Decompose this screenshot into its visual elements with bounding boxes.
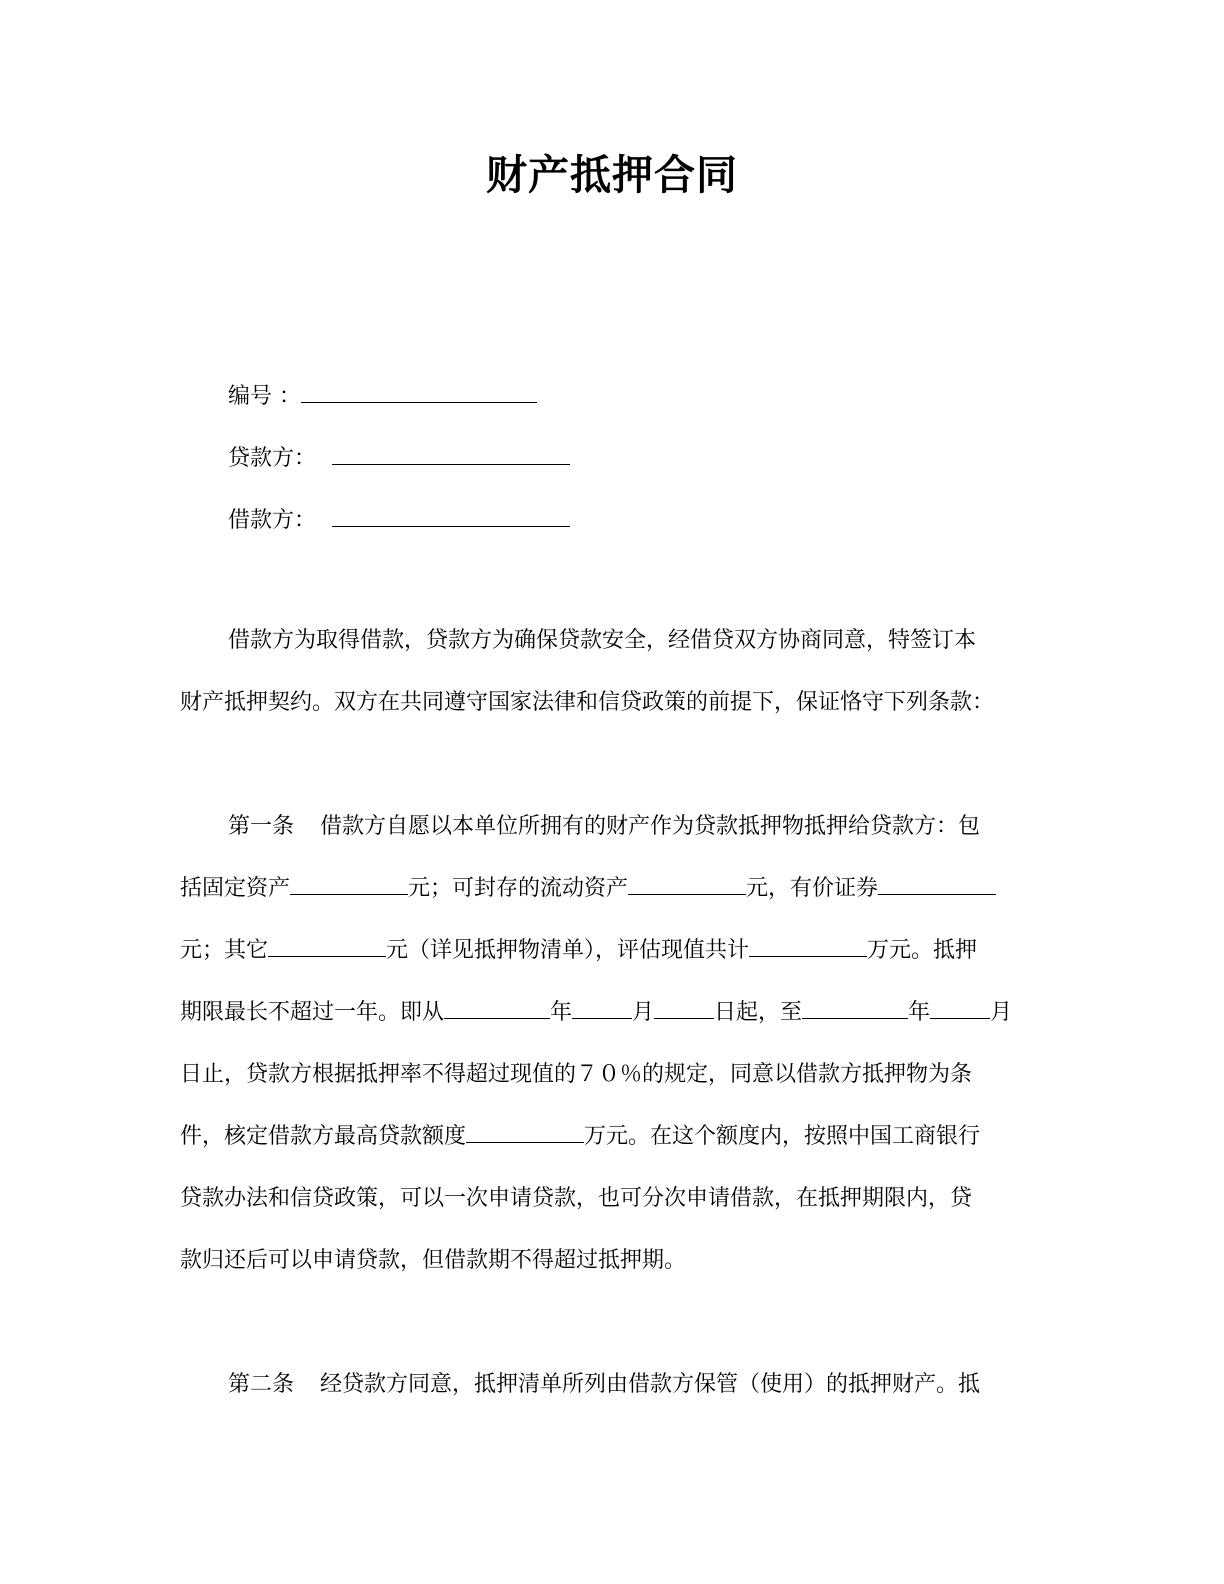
current-assets-blank	[628, 872, 746, 895]
article-1-text: 款归还后可以申请贷款，但借款期不得超过抵押期。	[180, 1248, 687, 1273]
article-1-text: 贷款办法和信贷政策，可以一次申请贷款，也可分次申请借款，在抵押期限内，贷	[180, 1186, 973, 1211]
article-1-text: 元（详见抵押物清单），评估现值共计	[386, 938, 750, 963]
article-1-text: 月	[632, 1000, 655, 1025]
number-field-row	[228, 380, 537, 412]
end-month-blank	[930, 996, 990, 1019]
article-1	[180, 796, 1040, 1292]
lender-field-row	[228, 442, 570, 474]
article-1-text: 万元。抵押	[867, 938, 978, 963]
article-1-text: 期限最长不超过一年。即从	[180, 1000, 445, 1025]
article-1-text: 件，核定借款方最高贷款额度	[180, 1124, 467, 1149]
start-day-blank	[654, 996, 714, 1019]
document-title: 财产抵押合同	[486, 151, 738, 199]
total-value-blank	[749, 934, 867, 957]
article-1-text: 日起，至	[714, 1000, 803, 1025]
start-year-blank	[444, 996, 550, 1019]
other-assets-blank	[268, 934, 386, 957]
article-1-text: 括固定资产	[180, 876, 291, 901]
article-2-heading: 第二条	[228, 1372, 295, 1397]
number-blank	[301, 380, 537, 403]
borrower-blank	[332, 504, 570, 527]
article-1-text: 元；可封存的流动资产	[408, 876, 629, 901]
max-loan-blank	[466, 1120, 584, 1143]
article-1-text: 年	[908, 1000, 931, 1025]
article-1-text: 月	[990, 1000, 1013, 1025]
intro-paragraph	[180, 610, 1040, 734]
article-1-text: 日止，贷款方根据抵押率不得超过现值的７０％的规定，同意以借款方抵押物为条	[180, 1062, 973, 1087]
lender-label: 贷款方：	[228, 446, 317, 471]
lender-blank	[332, 442, 570, 465]
article-1-text: 元；其它	[180, 938, 269, 963]
article-1-line-1: 借款方自愿以本单位所拥有的财产作为贷款抵押物抵押给贷款方：包	[320, 814, 981, 839]
intro-line-1: 借款方为取得借款，贷款方为确保贷款安全，经借贷双方协商同意，特签订本	[228, 628, 977, 653]
borrower-label: 借款方：	[228, 508, 317, 533]
article-2	[180, 1354, 1040, 1416]
article-1-heading: 第一条	[228, 814, 295, 839]
article-1-text: 年	[550, 1000, 573, 1025]
number-label: 编号 ：	[228, 384, 301, 409]
article-2-line-1: 经贷款方同意，抵押清单所列由借款方保管（使用）的抵押财产。抵	[320, 1372, 981, 1397]
start-month-blank	[572, 996, 632, 1019]
article-1-text: 元，有价证券	[746, 876, 879, 901]
intro-line-2: 财产抵押契约。双方在共同遵守国家法律和信贷政策的前提下，保证恪守下列条款：	[180, 690, 995, 715]
borrower-field-row	[228, 504, 570, 536]
end-year-blank	[802, 996, 908, 1019]
article-1-text: 万元。在这个额度内，按照中国工商银行	[584, 1124, 981, 1149]
fixed-assets-blank	[290, 872, 408, 895]
securities-blank	[878, 872, 996, 895]
